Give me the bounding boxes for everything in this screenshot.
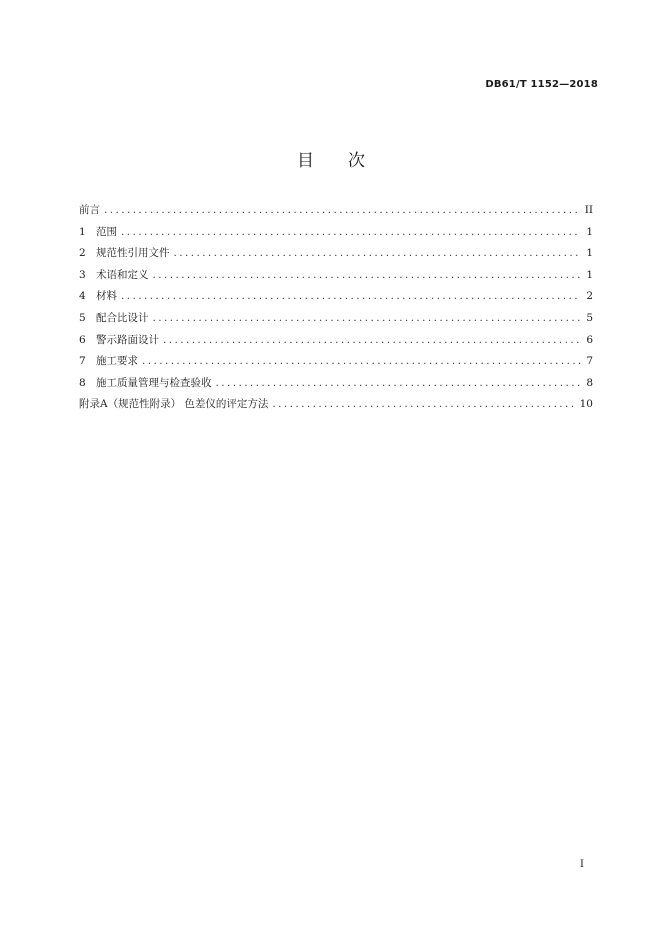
toc-entry-scope[interactable]	[79, 222, 593, 244]
toc-title	[0, 146, 662, 171]
toc-entry-page: 1	[586, 247, 593, 260]
toc-entry-number: 4	[79, 290, 86, 303]
toc-entry-label: 前言	[79, 204, 100, 216]
toc-entry-foreword[interactable]	[79, 200, 593, 222]
toc-entry-page: 7	[586, 355, 593, 368]
toc-title-part2: 次	[348, 151, 365, 171]
toc-entry-label: 施工要求	[96, 355, 138, 368]
page-number: I	[580, 859, 584, 870]
toc-dot-leader	[153, 308, 582, 330]
toc-entry-mix-design[interactable]	[79, 308, 593, 330]
toc-dot-leader	[153, 265, 582, 287]
toc-entry-page: 5	[586, 311, 593, 324]
toc-entry-construction-requirements[interactable]	[79, 351, 593, 373]
toc-entry-page: 2	[586, 290, 593, 303]
toc-entry-label: 附录A（规范性附录） 色差仪的评定方法	[79, 398, 269, 411]
toc-title-part1: 目	[297, 151, 314, 171]
toc-entry-warning-pavement-design[interactable]	[79, 330, 593, 352]
toc-dot-leader	[163, 330, 581, 352]
toc-dot-leader	[216, 373, 582, 395]
toc-entry-number: 8	[79, 376, 86, 389]
toc-entry-number: 1	[79, 225, 86, 238]
toc-entry-page: 1	[586, 268, 593, 281]
toc-entry-label: 材料	[96, 290, 117, 303]
toc-entry-page: 10	[579, 398, 593, 411]
toc-entry-label: 配合比设计	[96, 311, 149, 324]
toc-dot-leader	[121, 222, 581, 244]
toc-entry-label: 术语和定义	[96, 268, 149, 281]
toc-dot-leader	[142, 351, 581, 373]
toc-list	[79, 200, 593, 416]
toc-dot-leader	[272, 394, 575, 416]
toc-dot-leader	[121, 286, 581, 308]
toc-entry-label: 范围	[96, 225, 117, 238]
toc-entry-number: 2	[79, 247, 86, 260]
toc-entry-terms-definitions[interactable]	[79, 265, 593, 287]
toc-entry-label: 规范性引用文件	[96, 247, 170, 260]
toc-entry-page: 1	[586, 225, 593, 238]
toc-entry-page: 6	[586, 333, 593, 346]
toc-entry-appendix-a[interactable]	[79, 394, 593, 416]
toc-entry-number: 7	[79, 355, 86, 368]
toc-entry-page: 8	[586, 376, 593, 389]
toc-entry-page: II	[584, 204, 593, 216]
toc-entry-normative-references[interactable]	[79, 243, 593, 265]
toc-entry-quality-management[interactable]	[79, 373, 593, 395]
toc-entry-materials[interactable]	[79, 286, 593, 308]
toc-entry-number: 6	[79, 333, 86, 346]
document-code: DB61/T 1152—2018	[485, 79, 598, 90]
toc-entry-number: 5	[79, 311, 86, 324]
toc-dot-leader	[174, 243, 582, 265]
toc-dot-leader	[104, 200, 581, 222]
toc-entry-number: 3	[79, 268, 86, 281]
toc-entry-label: 施工质量管理与检查验收	[96, 376, 212, 389]
toc-entry-label: 警示路面设计	[96, 333, 159, 346]
